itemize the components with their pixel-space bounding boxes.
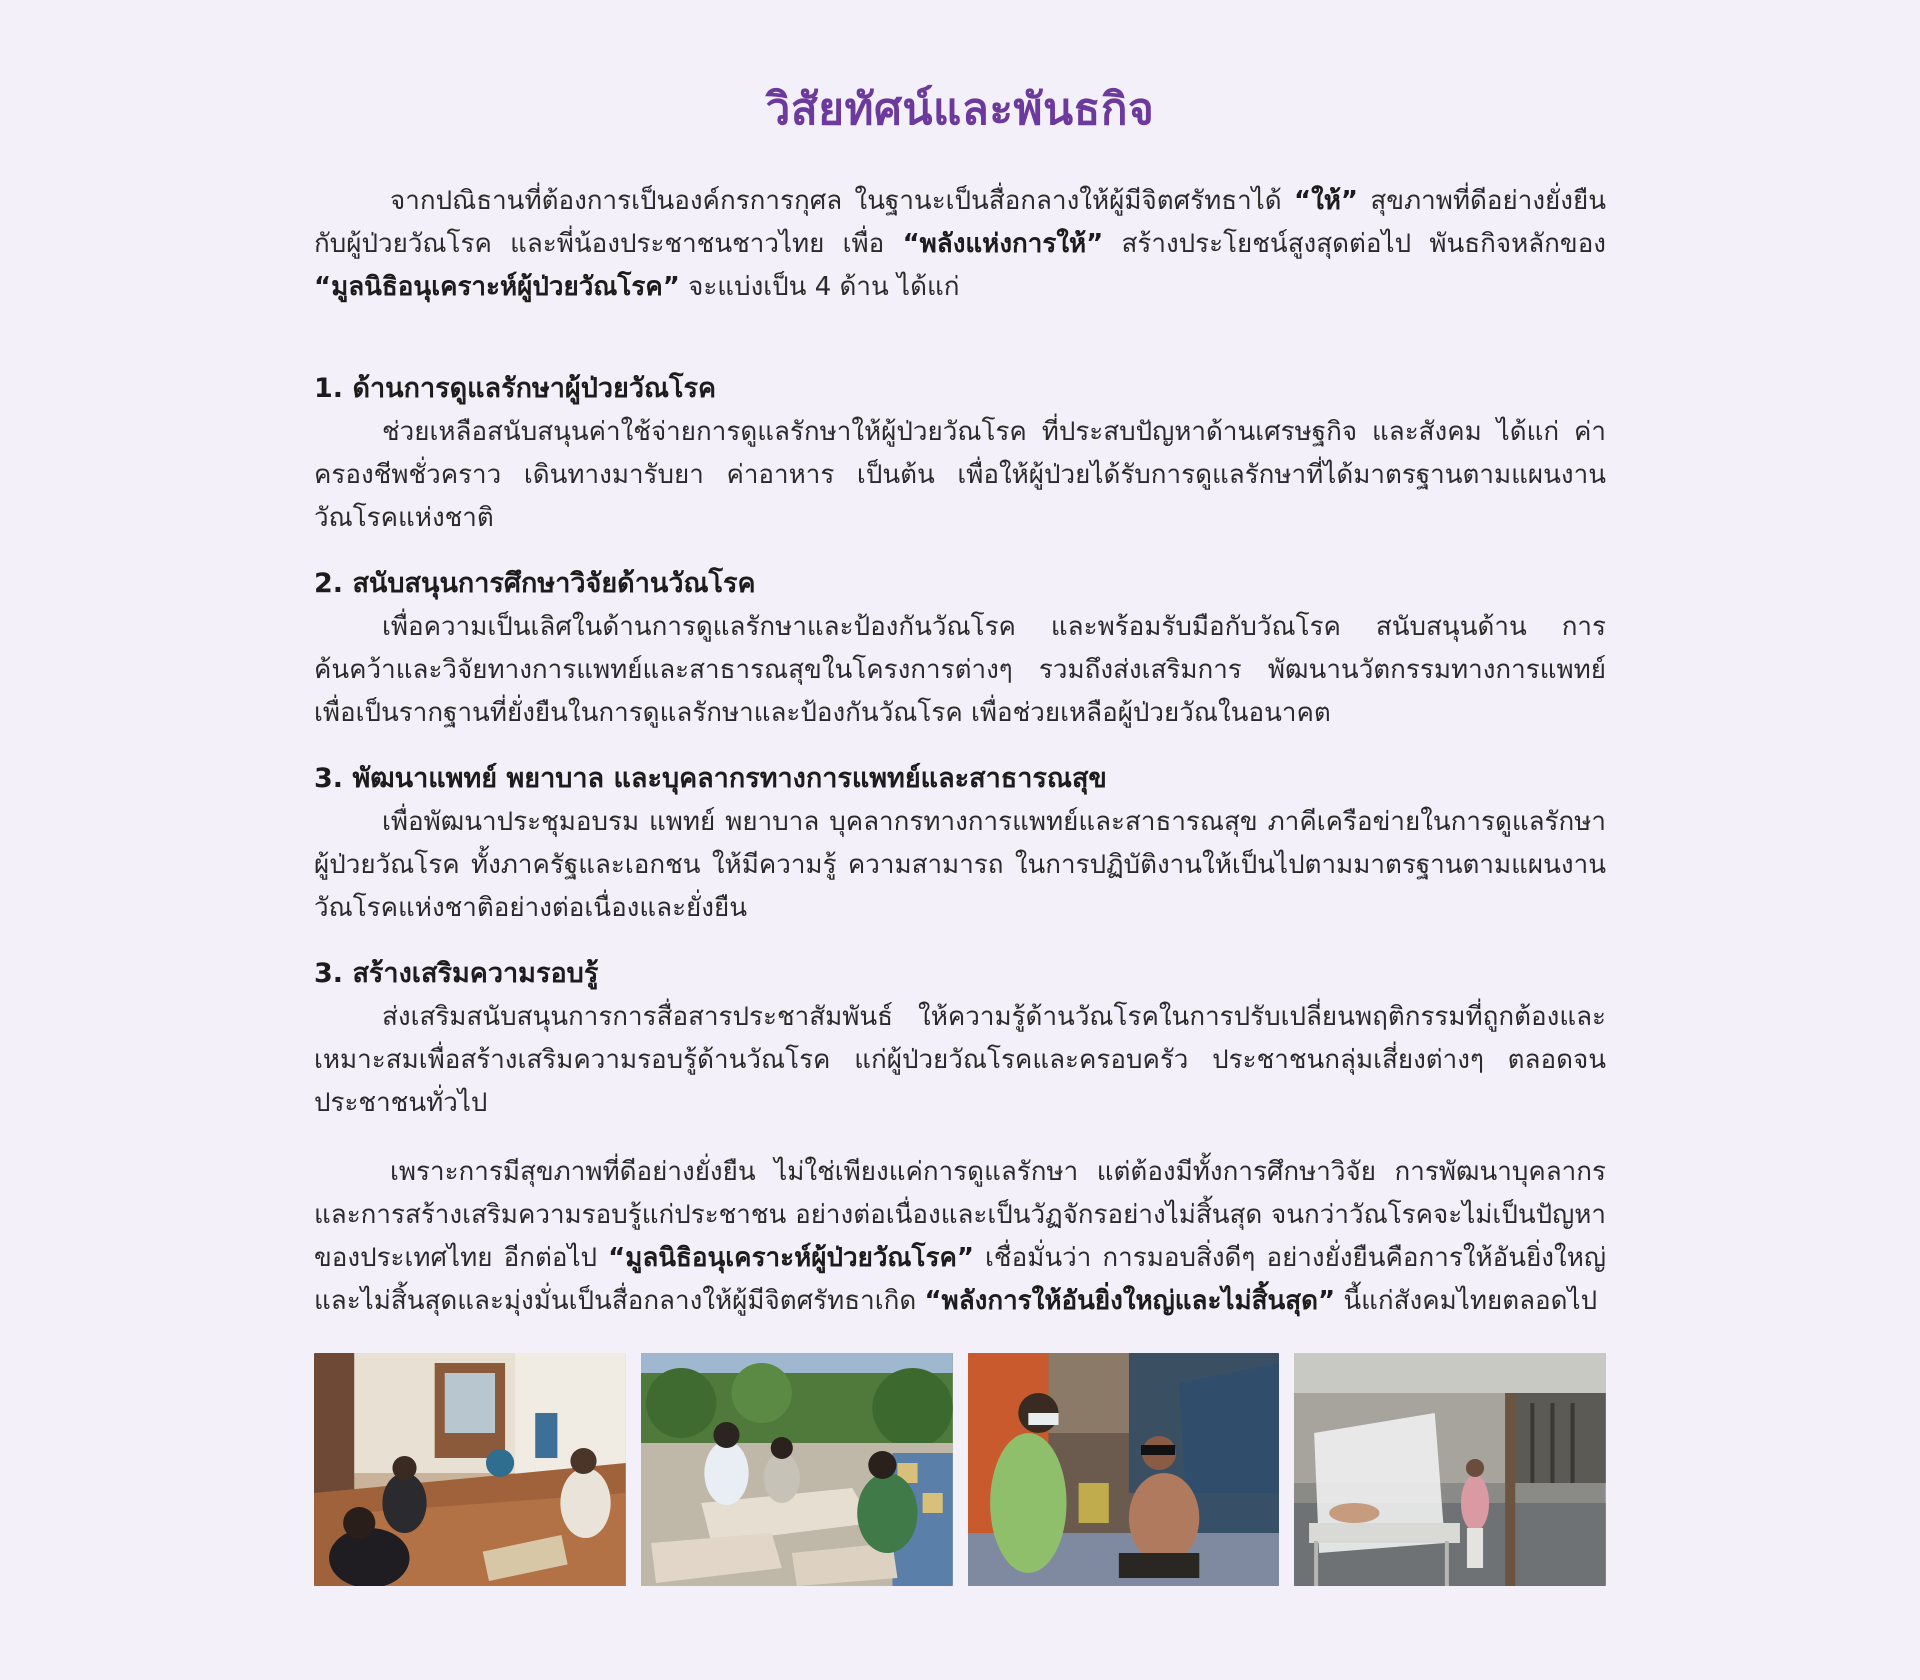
intro-bold-power: “พลังแห่งการให้” bbox=[902, 229, 1104, 259]
section-body: ส่งเสริมสนับสนุนการการสื่อสารประชาสัมพันธ์ ให้ความรู้ด้านวัณโรคในการปรับเปลี่ยนพฤติกรรมที่ถูกต้องและเหมาะสมเพื่อสร้างเสริมความรอบรู้ด้านวัณโรค แก่ผู้ป่วยวัณโรคและครอบครัว ประชาชนกลุ่มเสี่ยงต่างๆ ตลอดจนประชาชนทั่วไป bbox=[314, 1002, 1606, 1118]
section-heading: 3. พัฒนาแพทย์ พยาบาล และบุคลากรทางการแพทย์และสาธารณสุข bbox=[314, 763, 1107, 794]
section-heading: 2. สนับสนุนการศึกษาวิจัยด้านวัณโรค bbox=[314, 568, 756, 599]
intro-text-1: จากปณิธานที่ต้องการเป็นองค์กรการกุศล ในฐานะเป็นสื่อกลางให้ผู้มีจิตศรัทธาได้ bbox=[390, 186, 1294, 216]
photo-home-visit-image bbox=[314, 1353, 626, 1586]
main-content bbox=[314, 60, 1606, 1323]
mission-section-research bbox=[314, 562, 1606, 735]
section-heading: 1. ด้านการดูแลรักษาผู้ป่วยวัณโรค bbox=[314, 373, 717, 404]
intro-paragraph bbox=[314, 180, 1606, 309]
mission-section-personnel bbox=[314, 757, 1606, 930]
closing-bold-power: “พลังการให้อันยิ่งใหญ่และไม่สิ้นสุด” bbox=[924, 1286, 1336, 1316]
photo-outdoor-meeting-image bbox=[641, 1353, 953, 1586]
page-title: วิสัยทัศน์และพันธกิจ bbox=[765, 84, 1155, 135]
section-body: ช่วยเหลือสนับสนุนค่าใช้จ่ายการดูแลรักษาให้ผู้ป่วยวัณโรค ที่ประสบปัญหาด้านเศรษฐกิจ และสังคม ได้แก่ ค่าครองชีพชั่วคราว เดินทางมารับยา ค่าอาหาร เป็นต้น เพื่อให้ผู้ป่วยได้รับการดูแลรักษาที่ได้มาตรฐานตามแผนงานวัณโรคแห่งชาติ bbox=[314, 417, 1606, 533]
photo-patient-visit-image bbox=[968, 1353, 1280, 1586]
closing-paragraph bbox=[314, 1151, 1606, 1323]
intro-bold-foundation: “มูลนิธิอนุเคราะห์ผู้ป่วยวัณโรค” bbox=[314, 272, 680, 302]
photo-outdoor-meeting bbox=[641, 1353, 953, 1586]
section-body: เพื่อความเป็นเลิศในด้านการดูแลรักษาและป้องกันวัณโรค และพร้อมรับมือกับวัณโรค สนับสนุนด้าน การค้นคว้าและวิจัยทางการแพทย์และสาธารณสุขในโครงการต่างๆ รวมถึงส่งเสริมการ พัฒนานวัตกรรมทางการแพทย์ เพื่อเป็นรากฐานที่ยั่งยืนในการดูแลรักษาและป้องกันวัณโรค เพื่อช่วยเหลือผู้ป่วยวัณในอนาคต bbox=[314, 612, 1606, 728]
photo-patient-bed-image bbox=[1294, 1353, 1606, 1586]
closing-text-2: เชื่อมั่นว่า การมอบสิ่งดีๆ อย่างยั่งยืนคือการให้อันยิ่งใหญ่และไม่สิ้นสุดและมุ่งมั่นเป็นสื่อกลางให้ผู้มีจิตศรัทธาเกิด bbox=[314, 1243, 1606, 1316]
section-heading: 3. สร้างเสริมความรอบรู้ bbox=[314, 958, 599, 989]
photo-strip bbox=[314, 1353, 1606, 1586]
intro-text-2: สุขภาพที่ดีอย่างยั่งยืนกับผู้ป่วยวัณโรค และพี่น้องประชาชนชาวไทย เพื่อ bbox=[314, 186, 1606, 259]
intro-bold-give: “ให้” bbox=[1294, 186, 1359, 216]
closing-bold-foundation: “มูลนิธิอนุเคราะห์ผู้ป่วยวัณโรค” bbox=[608, 1243, 974, 1273]
mission-section-literacy bbox=[314, 952, 1606, 1125]
intro-text-3: สร้างประโยชน์สูงสุดต่อไป พันธกิจหลักของ bbox=[1103, 229, 1607, 259]
photo-home-visit bbox=[314, 1353, 626, 1586]
intro-text-4: จะแบ่งเป็น 4 ด้าน ได้แก่ bbox=[679, 272, 960, 302]
photo-patient-bed bbox=[1294, 1353, 1606, 1586]
photo-patient-visit bbox=[968, 1353, 1280, 1586]
section-body: เพื่อพัฒนาประชุมอบรม แพทย์ พยาบาล บุคลากรทางการแพทย์และสาธารณสุข ภาคีเครือข่ายในการดูแลรักษาผู้ป่วยวัณโรค ทั้งภาครัฐและเอกชน ให้มีความรู้ ความสามารถ ในการปฏิบัติงานให้เป็นไปตามมาตรฐานตามแผนงานวัณโรคแห่งชาติอย่างต่อเนื่องและยั่งยืน bbox=[314, 807, 1606, 923]
mission-section-care bbox=[314, 367, 1606, 540]
closing-text-3: นี้แก่สังคมไทยตลอดไป bbox=[1335, 1286, 1598, 1316]
closing-text-1: เพราะการมีสุขภาพที่ดีอย่างยั่งยืน ไม่ใช่เพียงแค่การดูแลรักษา แต่ต้องมีทั้งการศึกษาวิจัย การพัฒนาบุคลากรและการสร้างเสริมความรอบรู้แก่ประชาชน อย่างต่อเนื่องและเป็นวัฏจักรอย่างไม่สิ้นสุด จนกว่าวัณโรคจะไม่เป็นปัญหาของประเทศไทย อีกต่อไป bbox=[314, 1157, 1606, 1273]
